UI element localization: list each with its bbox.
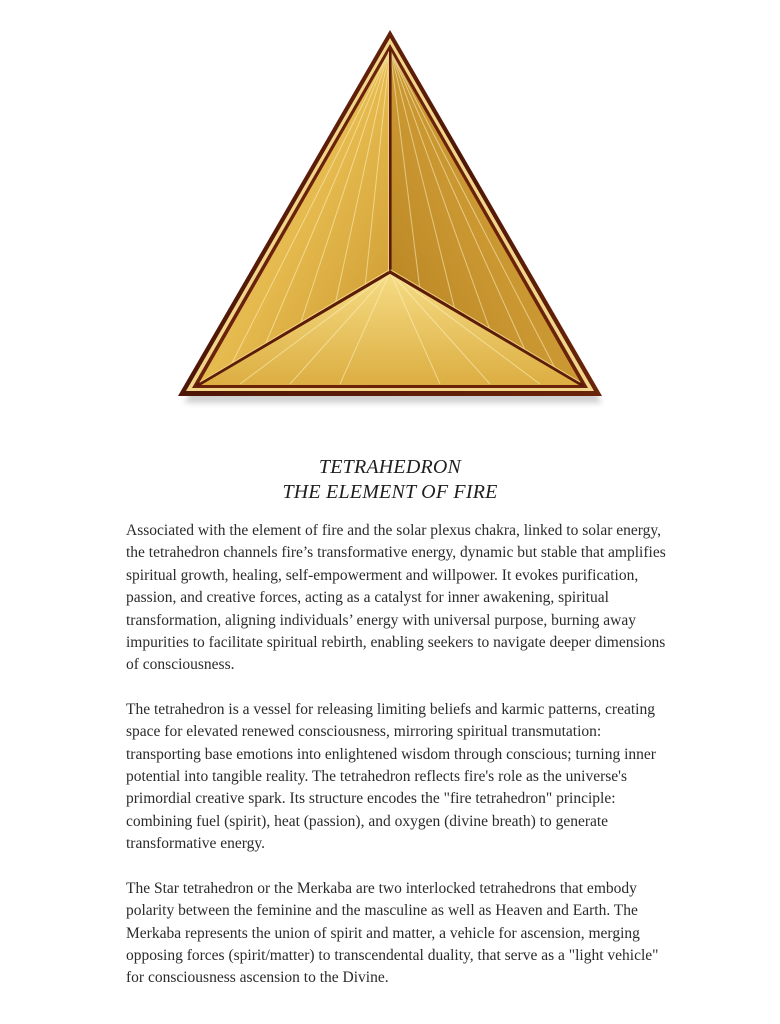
heading-subtitle: THE ELEMENT OF FIRE (282, 481, 498, 503)
tetrahedron-icon (170, 22, 610, 412)
paragraph: The Star tetrahedron or the Merkaba are two interlocked tetrahedrons that embody polarity between the feminine and the masculine as well as Heaven and Earth. The Merkaba represents the union of spirit and matter, a vehicle for ascension, merging opposing forces (spirit/matter) to transcendental duality, that serve as a "light vehicle" for consciousness ascension to the Divine. (126, 879, 659, 987)
paragraph: Associated with the element of fire and the solar plexus chakra, linked to solar energy, the tetrahedron channels fire’s transformative energy, dynamic but stable that amplifies spiritual growth, healing, self-empowerment and willpower. It evokes purification, passion, and creative forces, acting as a catalyst for inner awakening, spiritual transformation, aligning individuals’ energy with universal purpose, burning away impurities to facilitate spiritual rebirth, enabling seekers to navigate deeper dimensions of consciousness. (126, 522, 666, 674)
paragraph: The tetrahedron is a vessel for releasing limiting beliefs and karmic patterns, creating space for elevated renewed consciousness, mirroring spiritual transmutation: transporting base emotions into enlightened wisdom through conscious; turning inner potential into tangible reality. The tetrahedron reflects fire's role as the universe's primordial creative spark. Its structure encodes the "fire tetrahedron" principle: combining fuel (spirit), heat (passion), and oxygen (divine breath) to generate transformative energy. (126, 700, 656, 853)
tetrahedron-figure (170, 22, 610, 412)
page-heading (0, 455, 780, 505)
heading-title: TETRAHEDRON (318, 456, 462, 478)
article-body (126, 520, 666, 990)
